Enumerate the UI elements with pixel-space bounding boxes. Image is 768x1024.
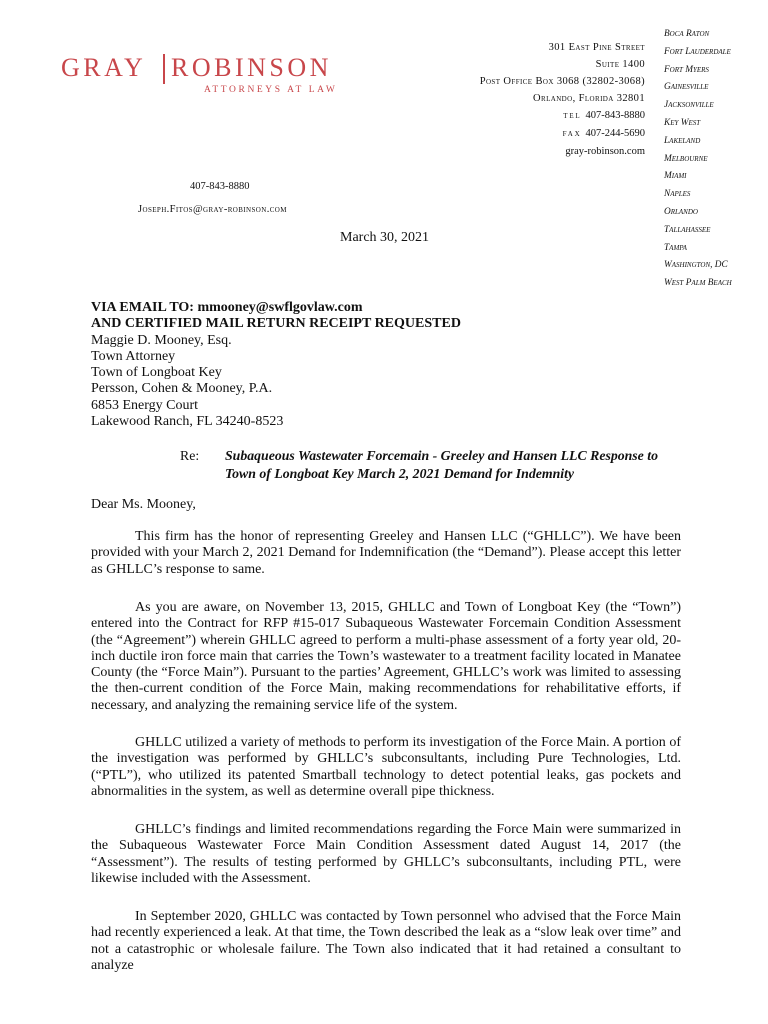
logo-tagline: ATTORNEYS AT LAW	[204, 85, 338, 95]
office-item: West Palm Beach	[664, 278, 732, 289]
paragraph-text: In September 2020, GHLLC was contacted by Town personnel who advised that the Force Main had recently experienced a leak. At that time, the Town described the leak as a “slow leak over time” and not a catastrophic or wholesale failure. The Town also indicated that it had retained a consultant to analyze	[91, 909, 681, 973]
tel-number: 407-843-8880	[585, 110, 645, 121]
logo-word-left: GRAY	[61, 53, 147, 82]
office-list	[664, 26, 732, 293]
recipient-firm: Persson, Cohen & Mooney, P.A.	[91, 381, 273, 397]
office-item: Fort Lauderdale	[664, 46, 731, 57]
office-item: Tampa	[664, 242, 687, 253]
office-item: Lakeland	[664, 135, 701, 146]
office-item: Fort Myers	[664, 64, 709, 75]
delivery-method-2: AND CERTIFIED MAIL RETURN RECEIPT REQUESTED	[91, 316, 461, 332]
logo-word-right: ROBINSON	[171, 53, 332, 82]
re-label: Re:	[180, 448, 200, 463]
sender-contact	[138, 175, 287, 221]
recipient-street: 6853 Energy Court	[91, 397, 199, 413]
recipient-title: Town Attorney	[91, 348, 176, 364]
delivery-method: VIA EMAIL TO: mmooney@swflgovlaw.com	[91, 300, 363, 315]
address-tel-line	[480, 107, 645, 125]
address-po-box: Post Office Box 3068 (32802-3068)	[479, 76, 645, 87]
recipient-block	[91, 300, 461, 430]
paragraph-text: GHLLC’s findings and limited recommendations regarding the Force Main were summarized in the Subaqueous Wastewater Force Main Condition Assessment dated August 14, 2017 (the “Assessment”). The results of testing performed by GHLLC’s subconsultants, including PTL, were likewise included with the Assessment.	[91, 822, 681, 886]
address-street: 301 East Pine Street	[548, 42, 645, 53]
paragraph-text: This firm has the honor of representing Greeley and Hansen LLC (“GHLLC”). We have been provided with your March 2, 2021 Demand for Indemnification (the “Demand”). Please accept this letter as GHLLC’s response to same.	[91, 529, 681, 577]
recipient-city: Lakewood Ranch, FL 34240-8523	[91, 414, 284, 430]
paragraph-text: As you are aware, on November 13, 2015, GHLLC and Town of Longboat Key (the “Town”) entered into the Contract for RFP #15-017 Subaqueous Wastewater Forcemain Condition Assessment (the “Agreement”) wherein GHLLC agreed to perform a multi-phase assessment of a forty year old, 20-inch ductile iron force main that carries the Town’s wastewater to a treatment facility located in Manatee County (the “Force Main”). Pursuant to the parties’ Agreement, GHLLC’s work was limited to assessing the then-current condition of the Force Main, making recommendations for rehabilitative efforts, if necessary, and analyzing the remaining service life of the system.	[91, 600, 681, 713]
office-item: Tallahassee	[664, 224, 711, 235]
logo-divider	[163, 54, 165, 84]
address-city: Orlando, Florida 32801	[533, 93, 645, 104]
salutation: Dear Ms. Mooney,	[91, 497, 196, 512]
firm-logo	[61, 54, 351, 98]
office-item: Melbourne	[664, 153, 708, 164]
recipient-name: Maggie D. Mooney, Esq.	[91, 332, 232, 348]
re-subject	[225, 447, 695, 482]
firm-address	[480, 39, 645, 160]
re-subject-line: Subaqueous Wastewater Forcemain - Greeley and Hansen LLC Response to	[225, 448, 658, 463]
letter-date: March 30, 2021	[340, 230, 430, 245]
body-paragraph	[91, 909, 681, 974]
paragraph-text: GHLLC utilized a variety of methods to perform its investigation of the Force Main. A portion of the investigation was performed by GHLLC’s subconsultants, including Pure Technologies, Ltd. (“PTL”), who utilized its patented Smartball technology to detect potential leaks, gas pockets and abnormalities in the system, as well as determine overall pipe thickness.	[91, 735, 681, 799]
address-fax-line	[480, 125, 645, 143]
firm-website: gray-robinson.com	[565, 146, 645, 157]
body-paragraph	[91, 822, 681, 887]
tel-label: TEL	[563, 112, 582, 120]
address-suite: Suite 1400	[595, 59, 645, 70]
office-item: Key West	[664, 117, 701, 128]
recipient-org: Town of Longboat Key	[91, 365, 222, 381]
office-item: Boca Raton	[664, 29, 710, 39]
sender-email: Joseph.Fitos@gray-robinson.com	[138, 204, 287, 215]
office-item: Gainesville	[664, 82, 709, 93]
body-paragraph	[91, 600, 681, 714]
fax-number: 407-244-5690	[585, 128, 645, 139]
body-paragraph	[91, 735, 681, 800]
office-item: Orlando	[664, 206, 698, 217]
sender-phone: 407-843-8880	[190, 181, 250, 192]
office-item: Naples	[664, 189, 691, 200]
office-item: Miami	[664, 171, 687, 182]
office-item: Jacksonville	[664, 100, 714, 111]
body-paragraph	[91, 529, 681, 578]
office-item: Washington, DC	[664, 260, 728, 271]
re-subject-line: Town of Longboat Key March 2, 2021 Demand for Indemnity	[225, 465, 575, 481]
fax-label: FAX	[562, 130, 582, 138]
